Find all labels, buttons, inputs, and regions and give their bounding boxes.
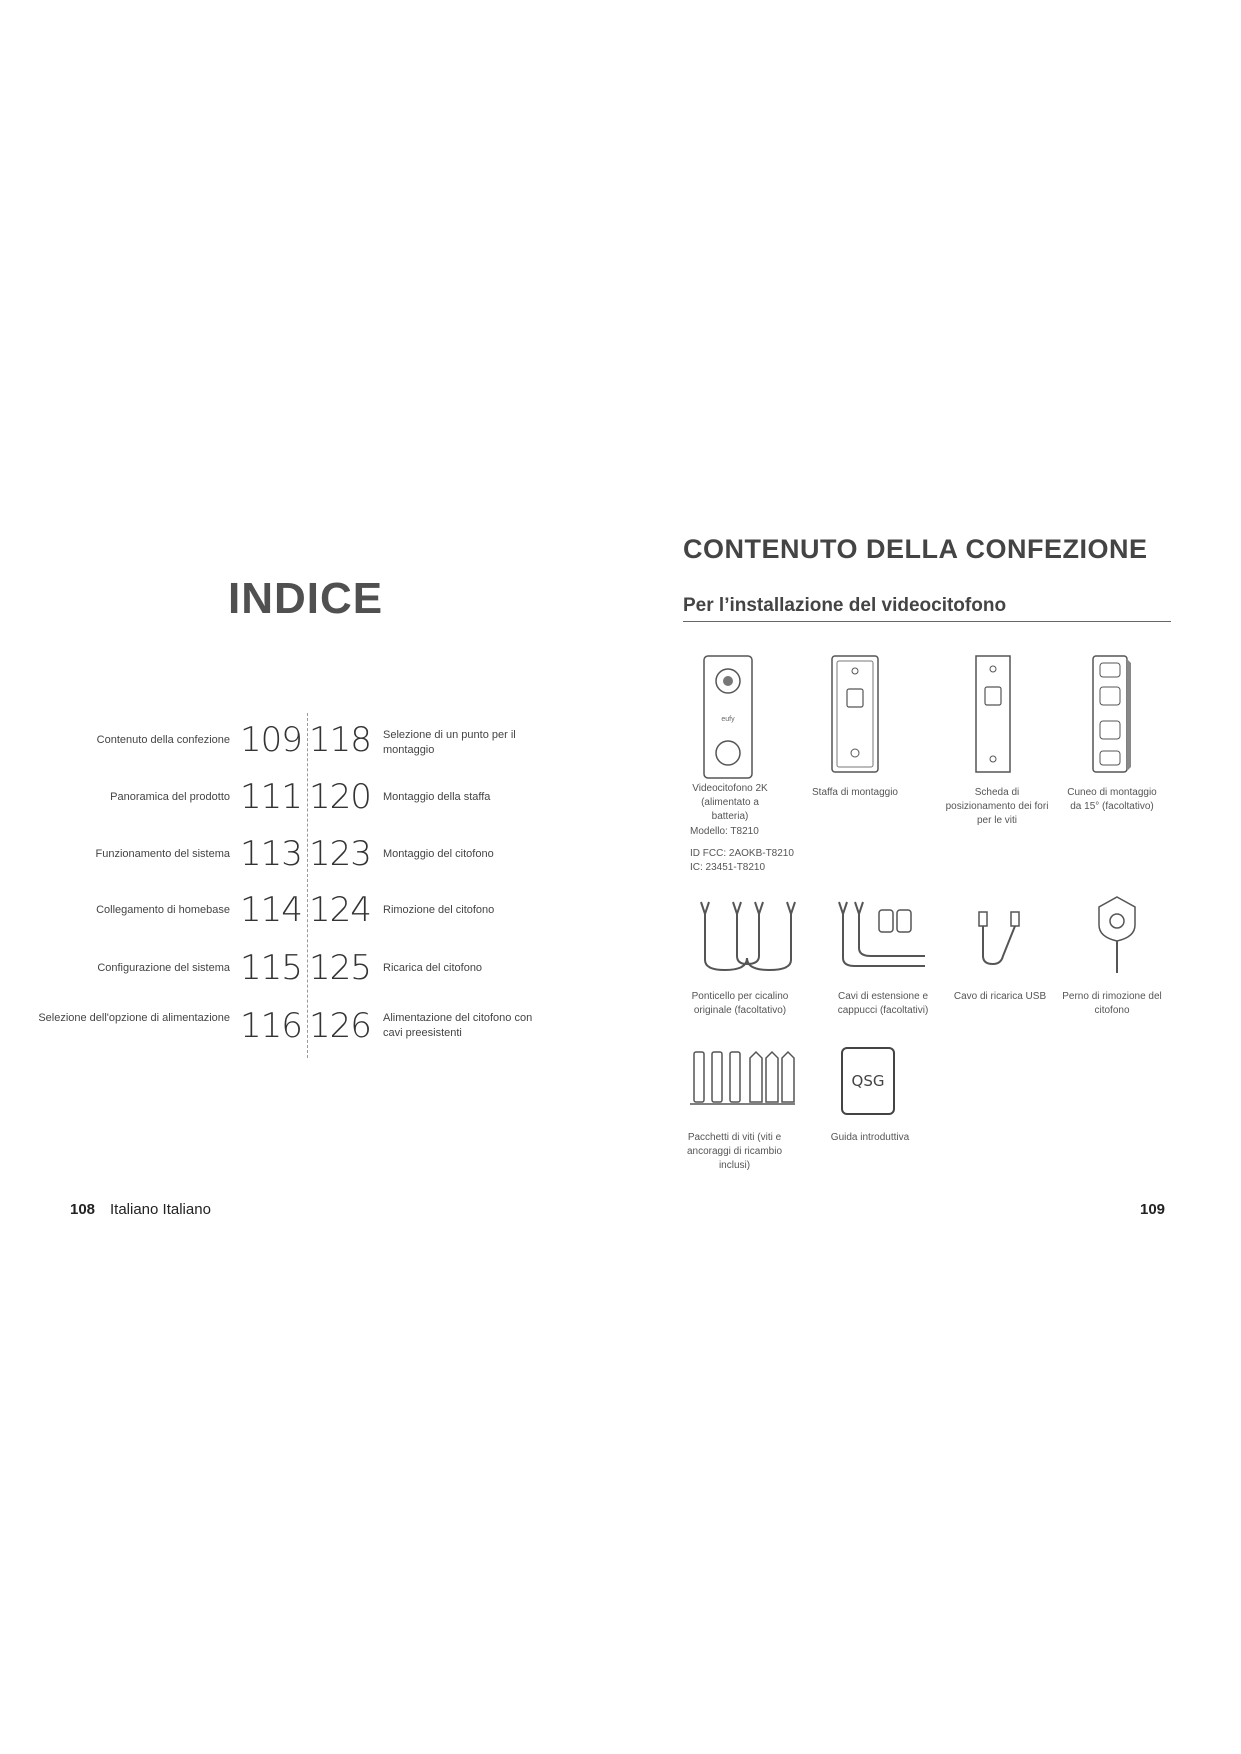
subtitle-rule <box>683 621 1171 622</box>
toc-page-number[interactable]: 113 <box>240 834 302 874</box>
fcc-id: ID FCC: 2AOKB-T8210 <box>690 848 794 859</box>
toc-label[interactable]: Funzionamento del sistema <box>95 848 230 860</box>
drill-template-icon <box>975 655 1011 773</box>
toc-page-number[interactable]: 126 <box>309 1006 371 1046</box>
toc-page-number[interactable]: 125 <box>309 948 371 988</box>
model-number: Modello: T8210 <box>690 826 759 837</box>
extension-wires-icon <box>835 900 930 975</box>
page-title: INDICE <box>228 574 384 623</box>
jumper-wire-icon <box>695 900 800 975</box>
toc-label[interactable]: Montaggio della staffa <box>383 791 491 803</box>
item-caption: Pacchetti di viti (viti e ancoraggi di ricambio inclusi) <box>686 1132 783 1171</box>
toc-label[interactable]: Alimentazione del citofono con cavi preesistenti <box>383 1012 533 1039</box>
toc-label[interactable]: Configurazione del sistema <box>97 962 230 974</box>
toc-label[interactable]: Rimozione del citofono <box>383 904 495 916</box>
mounting-bracket-icon <box>831 655 879 773</box>
toc-label[interactable]: Montaggio del citofono <box>383 848 494 860</box>
item-caption: Perno di rimozione del citofono <box>1062 991 1162 1016</box>
usb-cable-icon <box>975 900 1025 975</box>
toc-page-number[interactable]: 124 <box>309 890 371 930</box>
item-caption: Videocitofono 2K (alimentato a batteria) <box>692 783 768 822</box>
toc-label[interactable]: Selezione di un punto per il montaggio <box>383 729 516 756</box>
ic-number: IC: 23451-T8210 <box>690 862 766 873</box>
toc-divider <box>307 713 308 1058</box>
toc-page-number[interactable]: 123 <box>309 834 371 874</box>
qsg-icon <box>840 1046 896 1116</box>
section-title: CONTENUTO DELLA CONFEZIONE <box>683 534 1148 564</box>
item-caption: Scheda di posizionamento dei fori per le viti <box>945 787 1049 826</box>
release-pin-icon <box>1095 895 1140 975</box>
toc-page-number[interactable]: 120 <box>309 777 371 817</box>
toc-page-number[interactable]: 109 <box>240 720 302 760</box>
section-subtitle: Per l’installazione del videocitofono <box>683 595 1007 616</box>
qsg-label: QSG <box>851 1072 885 1090</box>
doorbell-brand: eufy <box>721 716 735 723</box>
toc-page-number[interactable]: 115 <box>240 948 302 988</box>
item-caption: Staffa di montaggio <box>812 787 898 798</box>
item-caption: Cavi di estensione e cappucci (facoltativi) <box>837 991 929 1016</box>
toc-page-number[interactable]: 118 <box>309 720 371 760</box>
page-number: 108 <box>70 1201 96 1218</box>
toc-label[interactable]: Contenuto della confezione <box>96 734 230 746</box>
toc-label[interactable]: Ricarica del citofono <box>383 962 483 974</box>
footer-language: Italiano Italiano <box>110 1201 211 1218</box>
screws-icon <box>690 1048 795 1113</box>
toc-label[interactable]: Collegamento di homebase <box>96 904 230 916</box>
doorbell-icon <box>703 655 753 780</box>
item-caption: Cavo di ricarica USB <box>953 991 1047 1002</box>
item-caption: Guida introduttiva <box>830 1132 910 1143</box>
toc-page-number[interactable]: 116 <box>240 1006 302 1046</box>
toc-page-number[interactable]: 114 <box>240 890 302 930</box>
page-number: 109 <box>1140 1201 1166 1218</box>
toc-label[interactable]: Selezione dell'opzione di alimentazione <box>38 1012 230 1024</box>
item-caption: Cuneo di montaggio da 15° (facoltativo) <box>1067 787 1157 812</box>
wedge-icon <box>1092 655 1132 773</box>
item-caption: Ponticello per cicalino originale (facoltativo) <box>691 991 789 1016</box>
toc-label[interactable]: Panoramica del prodotto <box>110 791 230 803</box>
toc-page-number[interactable]: 111 <box>240 777 302 817</box>
